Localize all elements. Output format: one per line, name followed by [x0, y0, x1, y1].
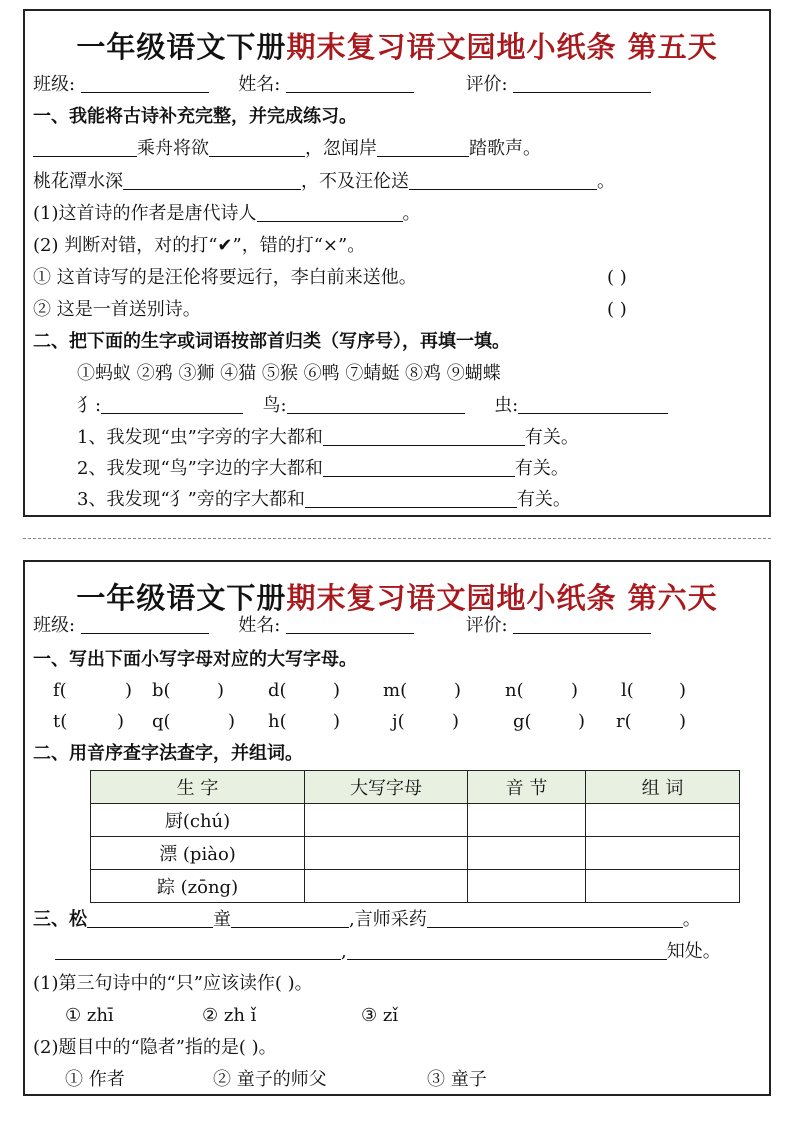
table-header-cell: 生 字	[91, 771, 305, 804]
table-cell-answer[interactable]	[305, 837, 468, 870]
option: ② 童子的师父	[213, 1069, 327, 1090]
class-label: 班级:	[33, 615, 76, 636]
letter-close: )	[228, 711, 236, 732]
poem-text: 踏歌声。	[469, 138, 541, 159]
letter-prompt: j(	[392, 711, 405, 732]
letter-close: )	[217, 680, 225, 701]
name-blank[interactable]	[286, 615, 414, 634]
eval-label: 评价:	[465, 615, 508, 636]
name-label: 姓名:	[238, 615, 281, 636]
table-cell-answer[interactable]	[305, 804, 468, 837]
letter-close: )	[333, 711, 341, 732]
answer-blank[interactable]	[347, 941, 667, 960]
title-grade: 一年级语文下册	[76, 30, 287, 64]
answer-blank[interactable]	[377, 138, 469, 157]
section-heading: 三、松	[33, 909, 87, 930]
eval-label: 评价:	[465, 74, 508, 95]
answer-blank[interactable]	[257, 203, 403, 222]
answer-blank[interactable]	[209, 138, 305, 157]
info-row	[33, 615, 651, 637]
info-row	[33, 74, 651, 96]
table-cell-character: 漂 (piào)	[91, 837, 305, 870]
letter-prompt: d(	[268, 680, 287, 701]
class-blank[interactable]	[81, 615, 209, 634]
table-row	[91, 870, 740, 903]
poem-text: 知处。	[666, 941, 721, 962]
question-1-2: (2) 判断对错，对的打“✔”，错的打“×”。	[33, 235, 366, 256]
section-heading: 一、我能将古诗补充完整，并完成练习。	[33, 106, 357, 127]
question-3-1: (1)第三句诗中的“只”应该读作( )。	[33, 973, 313, 994]
answer-blank[interactable]	[123, 171, 301, 190]
table-cell-answer[interactable]	[586, 804, 740, 837]
letter-prompt: q(	[152, 711, 171, 732]
poem-line-1	[33, 138, 541, 160]
letter-close: )	[117, 711, 125, 732]
table-row	[91, 804, 740, 837]
table-cell-answer[interactable]	[468, 804, 586, 837]
option: ① zhī	[65, 1005, 114, 1026]
character-list: ①蚂蚁 ②鸦 ③狮 ④猫 ⑤猴 ⑥鸭 ⑦蜻蜓 ⑧鸡 ⑨蝴蝶	[77, 363, 501, 384]
answer-blank[interactable]	[87, 909, 213, 928]
poem-line-2	[33, 171, 615, 193]
answer-blank[interactable]	[101, 395, 243, 414]
letter-close: )	[125, 680, 133, 701]
answer-blank[interactable]	[231, 909, 349, 928]
letter-prompt: l(	[621, 680, 634, 701]
answer-blank[interactable]	[427, 909, 683, 928]
eval-blank[interactable]	[513, 74, 651, 93]
class-blank[interactable]	[81, 74, 209, 93]
poem-text: ,	[341, 941, 347, 962]
table-cell-character: 厨(chú)	[91, 804, 305, 837]
section-heading: 二、用音序查字法查字，并组词。	[33, 743, 303, 764]
letter-close: )	[679, 680, 687, 701]
table-cell-answer[interactable]	[305, 870, 468, 903]
letter-close: )	[578, 711, 586, 732]
title-day: 第五天	[627, 30, 718, 64]
question-text: (1)这首诗的作者是唐代诗人	[33, 203, 257, 224]
worksheet-day6	[23, 560, 771, 1096]
table-header-row	[91, 771, 740, 804]
finding-3	[77, 489, 571, 511]
class-label: 班级:	[33, 74, 76, 95]
poem-text: ，不及汪伦送	[301, 171, 409, 192]
letter-prompt: m(	[383, 680, 408, 701]
judge-answer-2[interactable]: ( )	[607, 299, 627, 320]
radical-label: 鸟:	[262, 395, 287, 416]
answer-blank[interactable]	[287, 395, 465, 414]
poem-text: ，忽闻岸	[305, 138, 377, 159]
option: ③ 童子	[427, 1069, 487, 1090]
worksheet-day5	[23, 9, 771, 517]
finding-2	[77, 458, 569, 480]
judge-item-1: ① 这首诗写的是汪伦将要远行，李白前来送他。	[33, 267, 417, 288]
letter-close: )	[333, 680, 341, 701]
title-grade: 一年级语文下册	[76, 581, 287, 615]
judge-answer-1[interactable]: ( )	[607, 267, 627, 288]
answer-blank[interactable]	[323, 458, 515, 477]
table-cell-answer[interactable]	[586, 837, 740, 870]
eval-blank[interactable]	[513, 615, 651, 634]
judge-item-2: ② 这是一首送别诗。	[33, 299, 201, 320]
answer-blank[interactable]	[323, 427, 525, 446]
letter-prompt: g(	[513, 711, 532, 732]
section-heading: 二、把下面的生字或词语按部首归类（写序号），再填一填。	[33, 331, 510, 352]
poem-text: 。	[597, 171, 615, 192]
table-header-cell: 音 节	[468, 771, 586, 804]
radical-label: 虫:	[494, 395, 519, 416]
letter-close: )	[454, 680, 462, 701]
letter-prompt: f(	[53, 680, 67, 701]
letter-close: )	[452, 711, 460, 732]
title-topic: 期末复习语文园地小纸条	[286, 581, 617, 615]
radical-label: 犭:	[77, 395, 102, 416]
question-text: 3、我发现“犭”旁的字大都和	[77, 489, 305, 510]
cut-line-divider	[23, 538, 771, 539]
poem-text: ,言师采药	[349, 909, 427, 930]
answer-blank[interactable]	[409, 171, 597, 190]
question-text: 2、我发现“鸟”字边的字大都和	[77, 458, 323, 479]
letter-prompt: b(	[152, 680, 171, 701]
poem-text: 。	[682, 909, 701, 930]
table-cell-answer[interactable]	[468, 837, 586, 870]
question-text: 1、我发现“虫”字旁的字大都和	[77, 427, 323, 448]
letter-prompt: h(	[268, 711, 287, 732]
option: ② zh ǐ	[202, 1005, 257, 1026]
finding-1	[77, 427, 579, 449]
option: ③ zǐ	[361, 1005, 399, 1026]
table-cell-character: 踪 (zōng)	[91, 870, 305, 903]
title-day: 第六天	[627, 581, 718, 615]
table-header-cell: 大写字母	[305, 771, 468, 804]
poem-line-3	[33, 909, 701, 931]
page-title	[25, 25, 769, 66]
table-cell-answer[interactable]	[586, 870, 740, 903]
name-label: 姓名:	[238, 74, 281, 95]
poem-text: 乘舟将欲	[137, 138, 209, 159]
table-header-cell: 组 词	[586, 771, 740, 804]
table-cell-answer[interactable]	[468, 870, 586, 903]
lookup-table	[90, 770, 740, 903]
letter-close: )	[679, 711, 687, 732]
question-text: 有关。	[514, 458, 569, 479]
question-text: 。	[402, 203, 421, 224]
letter-prompt: t(	[53, 711, 68, 732]
question-text: 有关。	[524, 427, 579, 448]
radical-row	[77, 395, 668, 417]
question-1-1	[33, 203, 421, 225]
letter-prompt: r(	[616, 711, 632, 732]
name-blank[interactable]	[286, 74, 414, 93]
letter-close: )	[571, 680, 579, 701]
poem-line-4	[55, 941, 721, 963]
answer-blank[interactable]	[305, 489, 517, 508]
question-text: 有关。	[516, 489, 571, 510]
table-row	[91, 837, 740, 870]
title-topic: 期末复习语文园地小纸条	[286, 30, 617, 64]
page-title	[25, 576, 769, 617]
section-heading: 一、写出下面小写字母对应的大写字母。	[33, 649, 357, 670]
answer-blank[interactable]	[55, 941, 341, 960]
poem-text: 童	[213, 909, 231, 930]
letter-prompt: n(	[505, 680, 524, 701]
answer-blank[interactable]	[518, 395, 668, 414]
answer-blank[interactable]	[33, 138, 137, 157]
question-3-2: (2)题目中的“隐者”指的是( )。	[33, 1037, 277, 1058]
option: ① 作者	[65, 1069, 125, 1090]
poem-text: 桃花潭水深	[33, 171, 123, 192]
